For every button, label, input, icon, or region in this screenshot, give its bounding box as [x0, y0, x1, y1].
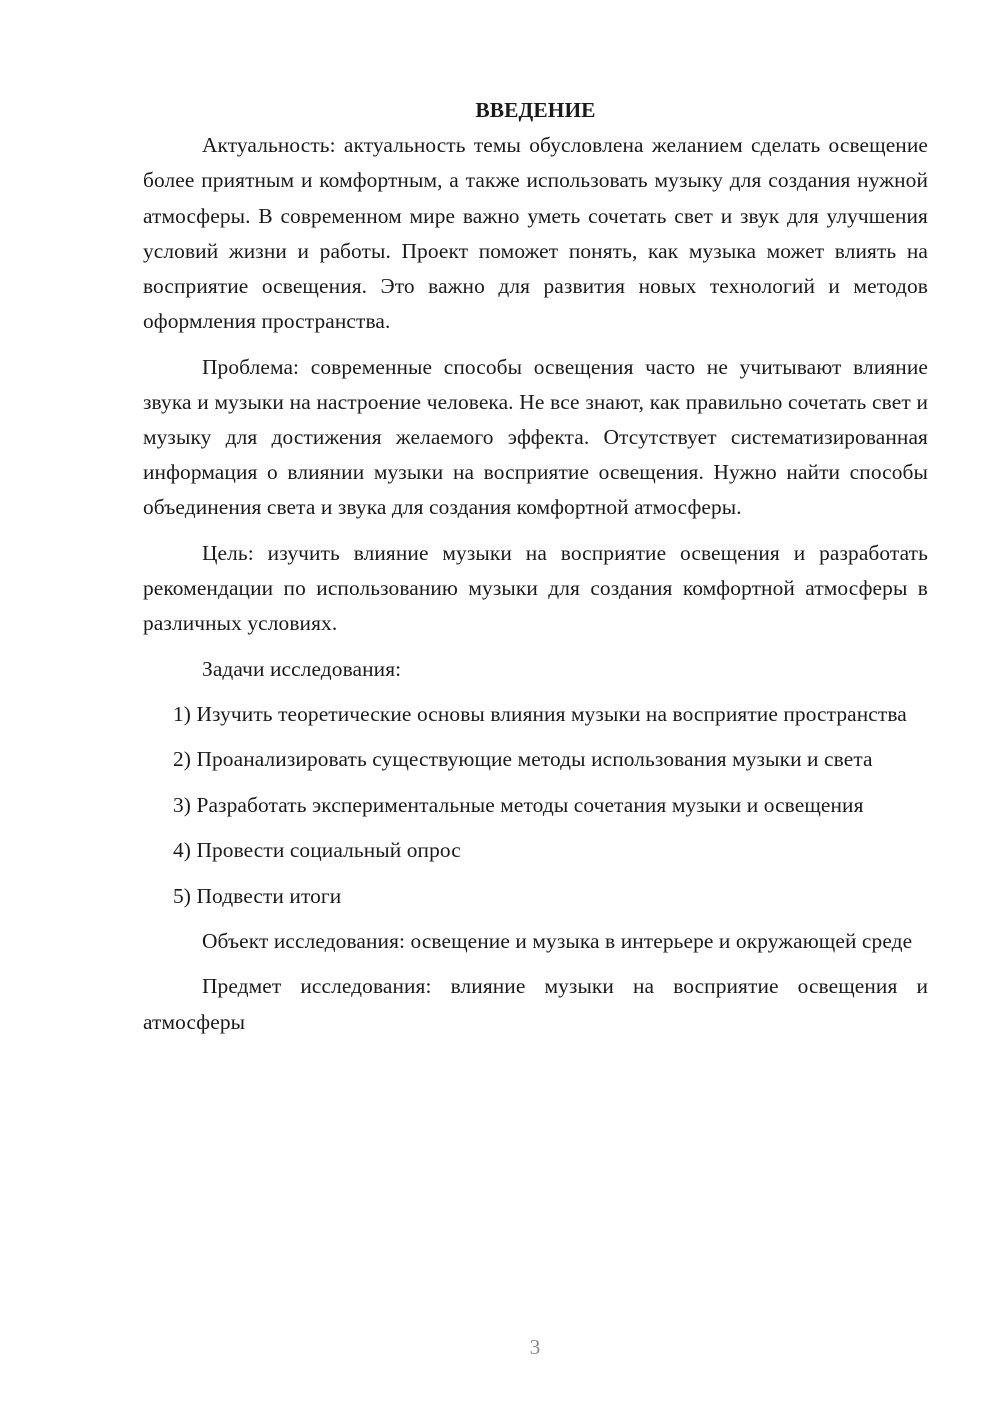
task-item-5: 5) Подвести итоги — [173, 883, 342, 908]
task-item-2: 2) Проанализировать существующие методы использования музыки и света — [173, 747, 873, 772]
paragraph-goal: Цель: изучить влияние музыки на восприятие освещения и разработать рекомендации по использованию музыки для создания комфортной атмосферы в различных условиях. — [143, 540, 928, 636]
page-content — [143, 93, 928, 1040]
task-item-1: 1) Изучить теоретические основы влияния музыки на восприятие пространства — [173, 702, 907, 726]
paragraph-subject: Предмет исследования: влияние музыки на восприятие освещения и атмосферы — [143, 974, 928, 1034]
page-number: 3 — [529, 1335, 541, 1359]
paragraph-relevance: Актуальность: актуальность темы обусловлена желанием сделать освещение более приятным и комфортным, а также использовать музыку для создания нужной атмосферы. В современном мире важно уметь сочетать свет и звук для улучшения условий жизни и работы. Проект поможет понять, как музыка может влиять на восприятие освещения. Это важно для развития новых технологий и методов оформления пространства. — [143, 133, 928, 334]
task-item-4: 4) Провести социальный опрос — [173, 838, 461, 863]
paragraph-problem: Проблема: современные способы освещения часто не учитывают влияние звука и музыки на настроение человека. Не все знают, как правильно сочетать свет и музыку для достижения желаемого эффекта. Отсутствует систематизированная информация о влиянии музыки на восприятие освещения. Нужно найти способы объединения света и звука для создания комфортной атмосферы. — [143, 354, 928, 520]
section-title: ВВЕДЕНИЕ — [475, 98, 596, 122]
paragraph-object: Объект исследования: освещение и музыка в интерьере и окружающей среде — [202, 928, 913, 953]
tasks-heading: Задачи исследования: — [202, 656, 402, 681]
task-item-3: 3) Разработать экспериментальные методы сочетания музыки и освещения — [173, 792, 864, 817]
